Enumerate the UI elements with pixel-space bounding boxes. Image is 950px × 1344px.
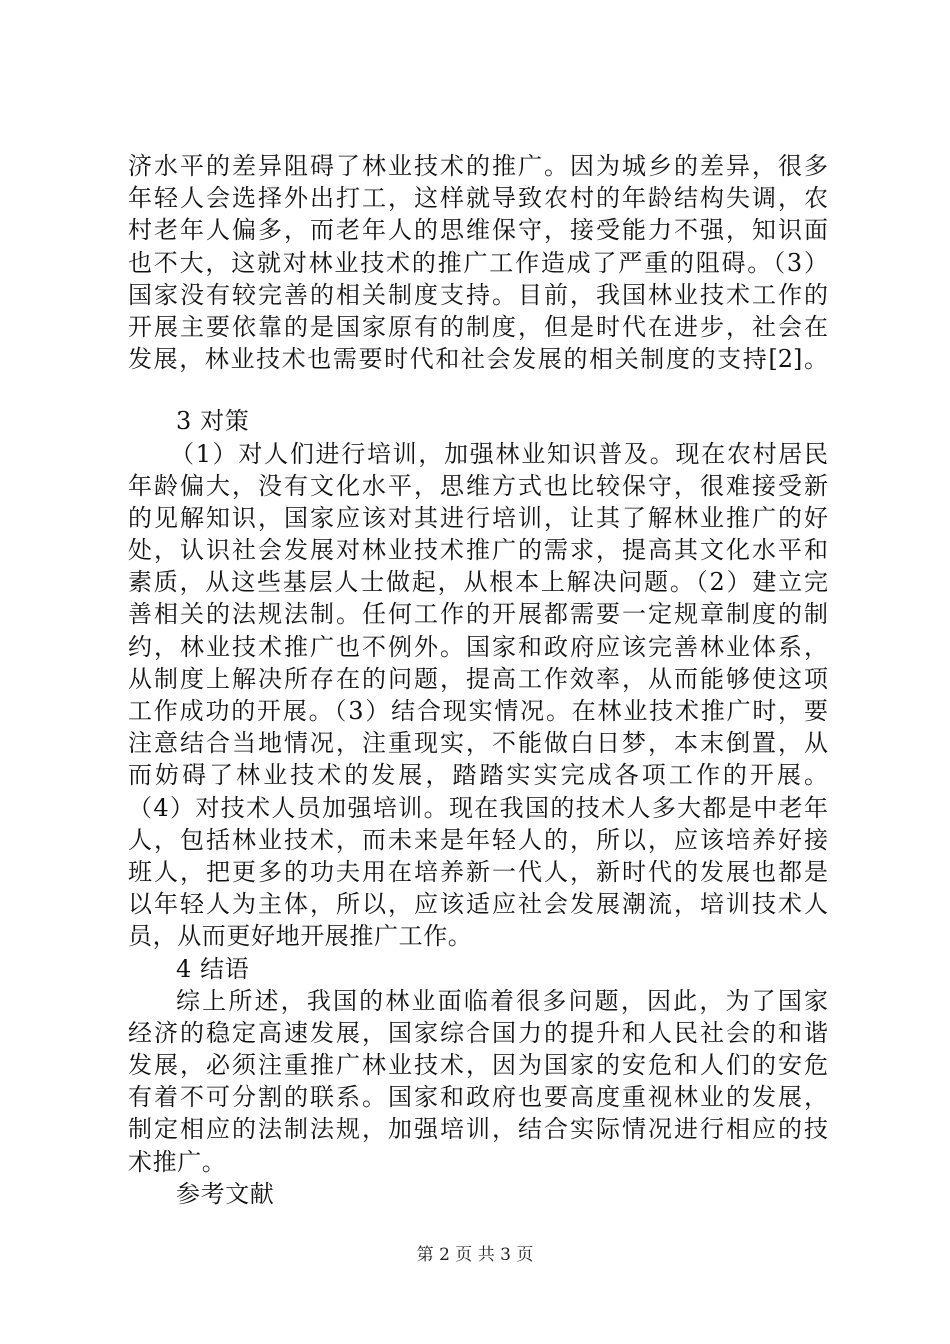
text-line: 的见解知识，国家应该对其进行培训，让其了解林业推广的好 (128, 503, 828, 532)
text-line: 工作成功的开展。（3）结合现实情况。在林业技术推广时，要 (128, 697, 828, 725)
text-line: 从制度上解决所存在的问题，提高工作效率，从而能够使这项 (128, 664, 828, 693)
text-line: 经济的稳定高速发展，国家综合国力的提升和人民社会的和谐 (128, 1018, 828, 1047)
section-heading-3: 3 对策 (176, 407, 250, 436)
page-footer: 第 2 页 共 3 页 (416, 1245, 534, 1265)
document-body (128, 150, 828, 1210)
text-line: 素质，从这些基层人士做起，从根本上解决问题。（2）建立完 (128, 568, 828, 597)
paragraph-3 (128, 985, 828, 1178)
text-line: 年轻人会选择外出打工，这样就导致农村的年龄结构失调，农 (128, 184, 828, 213)
text-line: 发展，林业技术也需要时代和社会发展的相关制度的支持[2]。 (128, 345, 828, 374)
text-line: 综上所述，我国的林业面临着很多问题，因此，为了国家 (176, 986, 828, 1015)
text-line: 人，包括林业技术，而未来是年轻人的，所以，应该培养好接 (128, 825, 828, 854)
text-line: 济水平的差异阻碍了林业技术的推广。因为城乡的差异，很多 (128, 152, 828, 180)
text-line: 善相关的法规法制。任何工作的开展都需要一定规章制度的制 (128, 600, 828, 629)
text-line: 有着不可分割的联系。国家和政府也要高度重视林业的发展， (128, 1083, 828, 1112)
paragraph-1 (128, 150, 828, 375)
text-line: 约，林业技术推广也不例外。国家和政府应该完善林业体系， (128, 632, 828, 661)
text-line: 也不大，这就对林业技术的推广工作造成了严重的阻碍。（3） (128, 248, 828, 277)
section-heading-4: 4 结语 (176, 954, 250, 983)
text-line: 班人，把更多的功夫用在培养新一代人，新时代的发展也都是 (128, 857, 828, 886)
references-heading: 参考文献 (176, 1179, 275, 1208)
text-line: （4）对技术人员加强培训。现在我国的技术人多大都是中老年 (128, 793, 828, 822)
text-line: 开展主要依靠的是国家原有的制度，但是时代在进步，社会在 (128, 312, 828, 341)
text-line: 国家没有较完善的相关制度支持。目前，我国林业技术工作的 (128, 280, 828, 309)
text-line: 年龄偏大，没有文化水平，思维方式也比较保守，很难接受新 (128, 471, 828, 500)
paragraph-gap (128, 375, 828, 405)
text-line: 村老年人偏多，而老年人的思维保守，接受能力不强，知识面 (128, 216, 828, 245)
text-line: （1）对人们进行培训，加强林业知识普及。现在农村居民 (170, 439, 828, 468)
text-line: 以年轻人为主体，所以，应该适应社会发展潮流，培训技术人 (128, 890, 828, 919)
text-line: 制定相应的法制法规，加强培训，结合实际情况进行相应的技 (128, 1115, 828, 1144)
text-line: 术推广。 (128, 1147, 227, 1176)
text-line: 而妨碍了林业技术的发展，踏踏实实完成各项工作的开展。 (128, 761, 828, 790)
text-line: 发展，必须注重推广林业技术，因为国家的安危和人们的安危 (128, 1051, 828, 1080)
text-line: 处，认识社会发展对林业技术推广的需求，提高其文化水平和 (128, 536, 828, 565)
paragraph-2 (128, 438, 828, 953)
text-line: 注意结合当地情况，注重现实，不能做白日梦，本末倒置，从 (128, 729, 828, 758)
text-line: 员，从而更好地开展推广工作。 (128, 922, 473, 951)
